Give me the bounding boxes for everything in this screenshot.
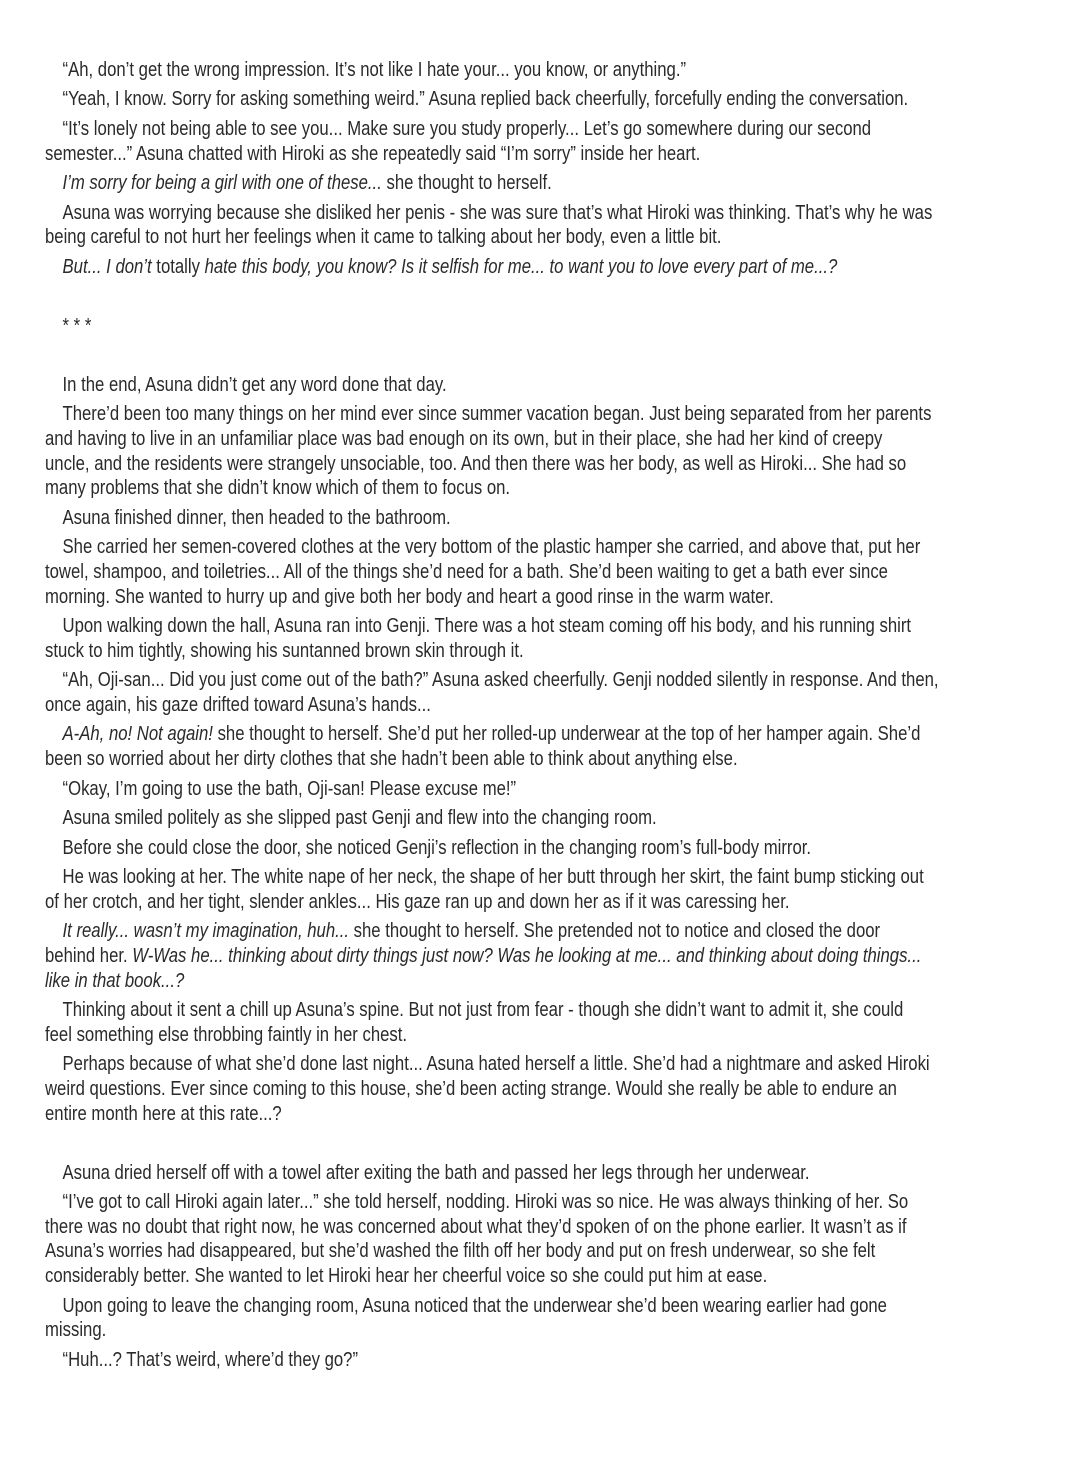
text-line [45, 225, 880, 250]
body-text: “Ah, Oji-san... Did you just come out of the bath?” Asuna asked cheerfully. Genji nodded silently in response. And then, [62, 669, 939, 692]
body-text: missing. [45, 1319, 107, 1342]
paragraph [45, 1294, 1045, 1343]
paragraph [45, 865, 1045, 914]
paragraph [45, 373, 1045, 398]
text-line [45, 614, 912, 639]
body-text: In the end, Asuna didn’t get any word done that day. [62, 373, 447, 396]
paragraph [45, 1161, 1045, 1186]
paragraph [45, 1052, 1045, 1126]
text-line [45, 476, 880, 501]
paragraph [45, 402, 1045, 501]
text-line [45, 585, 880, 610]
body-text: Asuna was worrying because she disliked her penis - she was sure that’s what Hiroki was thinking. That’s why he was [62, 201, 933, 224]
body-text: entire month here at this rate...? [45, 1102, 282, 1125]
text-line [45, 639, 880, 664]
body-text: There’d been too many things on her mind ever since summer vacation began. Just being separated from her parents [62, 403, 932, 426]
text-line [45, 1348, 880, 1373]
body-text: totally [151, 255, 205, 278]
paragraph-spacer [45, 284, 1045, 309]
body-text: being careful to not hurt her feelings when it came to talking about her body, even a little bit. [45, 226, 722, 249]
document-page [45, 58, 1045, 1373]
text-line [45, 58, 880, 83]
italic-text: It really... wasn’t my imagination, huh... [62, 920, 350, 943]
paragraph [45, 87, 1045, 112]
italic-text: like in that book...? [45, 969, 185, 992]
text-line [45, 1264, 880, 1289]
text-line [45, 969, 880, 994]
paragraph [45, 58, 1045, 83]
text-line [45, 1102, 880, 1127]
text-line [45, 1215, 907, 1240]
body-text: and having to live in an unfamiliar place was bad enough on its own, but in their place, she had her kind of creepy [45, 427, 883, 450]
paragraph [45, 836, 1045, 861]
text-line [45, 373, 880, 398]
body-text: feel something else throbbing faintly in her chest. [45, 1023, 408, 1046]
body-text: stuck to him tightly, showing his suntanned brown skin through it. [45, 639, 524, 662]
body-text: there was no doubt that right now, he was concerned about what they’d spoken of on the phone earlier. It wasn’t as if [45, 1215, 907, 1238]
body-text: she thought to herself. [381, 172, 552, 195]
paragraph [45, 117, 1045, 166]
text-line [45, 452, 907, 477]
body-text: “Huh...? That’s weird, where’d they go?” [62, 1348, 359, 1371]
italic-text: But... I don’t [62, 255, 152, 278]
body-text: “Ah, don’t get the wrong impression. It’s not like I hate your... you know, or anything.” [62, 59, 687, 81]
body-text: Upon walking down the hall, Asuna ran into Genji. There was a hot steam coming off his body, and his running shirt [62, 615, 912, 638]
text-line [45, 1023, 880, 1048]
body-text: she thought to herself. She’d put her rolled-up underwear at the top of her hamper again. She’d [212, 723, 921, 746]
body-text: Asuna’s worries had disappeared, but she’d washed the filth off her body and put on fresh underwear, so she felt [45, 1240, 876, 1263]
paragraph [45, 255, 1045, 280]
body-text: semester...” Asuna chatted with Hiroki as she repeatedly said “I’m sorry” inside her heart. [45, 142, 701, 165]
paragraph [45, 777, 1045, 802]
body-text: weird questions. Ever since coming to this house, she’d been acting strange. Would she really be able to endure an [45, 1077, 897, 1100]
italic-text: I’m sorry for being a girl with one of these... [62, 172, 382, 195]
text-line [45, 1239, 880, 1264]
text-line [45, 944, 922, 969]
text-line [45, 998, 904, 1023]
paragraph [45, 1348, 1045, 1373]
body-text: she thought to herself. She pretended not to notice and closed the door [349, 920, 881, 943]
text-line [45, 255, 880, 280]
body-text: Before she could close the door, she noticed Genji’s reflection in the changing room’s full-body mirror. [62, 836, 812, 859]
body-text: “Okay, I’m going to use the bath, Oji-san! Please excuse me!” [62, 777, 517, 800]
body-text: Thinking about it sent a chill up Asuna’s spine. But not just from fear - though she didn’t want to admit it, she could [62, 999, 904, 1022]
body-text: behind her. [45, 944, 133, 967]
paragraph [45, 722, 1045, 771]
text-line [45, 402, 932, 427]
text-line [45, 865, 924, 890]
text-line [45, 171, 880, 196]
body-text: uncle, and the residents were strangely unsociable, too. And then there was her body, as well as Hiroki... She had so [45, 452, 907, 475]
body-text: towel, shampoo, and toiletries... All of the things she’d need for a bath. She’d been waiting to get a bath ever since [45, 560, 888, 583]
paragraph [45, 171, 1045, 196]
body-text: Asuna smiled politely as she slipped past Genji and flew into the changing room. [62, 807, 657, 830]
text-line [45, 201, 933, 226]
paragraph [45, 506, 1045, 531]
body-text: Asuna finished dinner, then headed to the bathroom. [62, 506, 451, 529]
italic-text: W-Was he... thinking about dirty things just now? Was he looking at me... and thinking about doing things... [132, 944, 922, 967]
text-line [45, 1190, 909, 1215]
paragraph [45, 1190, 1045, 1289]
body-text: once again, his gaze drifted toward Asuna’s hands... [45, 693, 431, 716]
body-text: She carried her semen-covered clothes at the very bottom of the plastic hamper she carried, and above that, put her [62, 536, 921, 559]
paragraph [45, 614, 1045, 663]
italic-text: hate this body, you know? Is it selfish for me... to want you to love every part of me...? [204, 255, 838, 278]
body-text: “Yeah, I know. Sorry for asking something weird.” Asuna replied back cheerfully, forcefully ending the conversation. [62, 88, 909, 111]
text-line [45, 117, 880, 142]
body-text: considerably better. She wanted to let Hiroki hear her cheerful voice so she could put him at ease. [45, 1265, 768, 1288]
body-text: He was looking at her. The white nape of her neck, the shape of her butt through her skirt, the faint bump sticking out [62, 866, 924, 889]
body-text: morning. She wanted to hurry up and give both her body and heart a good rinse in the warm water. [45, 585, 774, 608]
text-line [45, 693, 880, 718]
paragraph-spacer [45, 343, 1045, 368]
paragraph [45, 668, 1045, 717]
text-line [45, 722, 921, 747]
text-line [45, 535, 921, 560]
paragraph [45, 998, 1045, 1047]
body-text: “It’s lonely not being able to see you... Make sure you study properly... Let’s go somewhere during our second [62, 117, 872, 140]
text-line [45, 1077, 897, 1102]
body-text: Perhaps because of what she’d done last night... Asuna hated herself a little. She’d had a nightmare and asked Hiroki [62, 1053, 930, 1076]
paragraph [45, 919, 1045, 993]
body-text: * * * [62, 314, 92, 337]
text-line [45, 1052, 930, 1077]
text-line [45, 427, 883, 452]
text-line [45, 1161, 880, 1186]
text-line [45, 87, 909, 112]
text-line [45, 890, 880, 915]
paragraph [45, 535, 1045, 609]
body-text: been so worried about her dirty clothes that she hadn’t been able to think about anything else. [45, 748, 738, 771]
body-text: of her crotch, and her tight, slender ankles... His gaze ran up and down her as if it was caressing her. [45, 890, 790, 913]
text-line [45, 506, 880, 531]
text-line [45, 560, 888, 585]
body-text: many problems that she didn’t know which of them to focus on. [45, 477, 511, 500]
paragraph [45, 201, 1045, 250]
paragraph-spacer [45, 1131, 1045, 1156]
text-line [45, 919, 880, 944]
text-line [45, 142, 880, 167]
body-text: Upon going to leave the changing room, Asuna noticed that the underwear she’d been wearing earlier had gone [62, 1294, 887, 1317]
body-text: Asuna dried herself off with a towel after exiting the bath and passed her legs through her underwear. [62, 1161, 810, 1184]
text-line [45, 314, 880, 339]
italic-text: A-Ah, no! Not again! [62, 723, 213, 746]
text-line [45, 1318, 880, 1343]
text-line [45, 1294, 887, 1319]
text-line [45, 747, 880, 772]
text-line [45, 668, 939, 693]
text-line [45, 836, 880, 861]
text-line [45, 777, 880, 802]
paragraph [45, 806, 1045, 831]
text-line [45, 806, 880, 831]
paragraph [45, 314, 1045, 339]
body-text: “I’ve got to call Hiroki again later...” she told herself, nodding. Hiroki was so nice. He was always thinking of her. So [62, 1191, 909, 1214]
